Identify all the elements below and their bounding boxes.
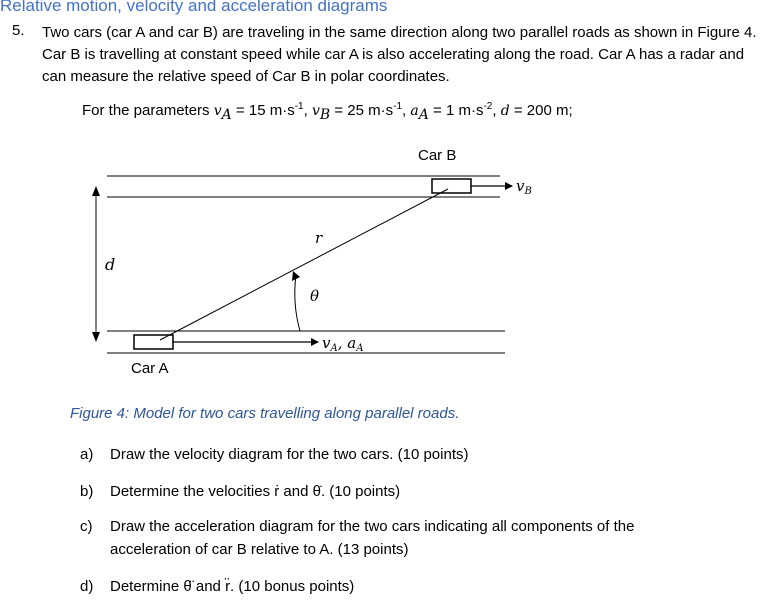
subquestion-b-label: b): [80, 483, 94, 500]
car-a-label: Car A: [131, 360, 169, 377]
subquestion-d-label: d): [80, 578, 94, 595]
parameters-line: For the parameters $v_A = 15$ $m\cdot s^{-1}$, $v_B = 25$ $m\cdot s^{-1}$, $a_A = 1$ $m\cdot s^{-2}$, d = 200 m;: [82, 101, 573, 123]
question-text: Two cars (car A and car B) are traveling in the same direction along two parallel roads as shown in Figure 4. Car B is travelling at constant speed while car A is also accelerating along the road. Car A has a radar and can measure the relative speed of Car B in polar coordinates.: [42, 24, 757, 85]
car-b-label: Car B: [418, 147, 457, 164]
subquestion-b: [80, 480, 710, 503]
figure-caption: Figure 4: Model for two cars travelling along parallel roads.: [70, 405, 460, 422]
params-prefix: For the parameters: [82, 102, 214, 119]
subquestion-d: [80, 575, 710, 598]
subquestion-a: [80, 443, 710, 466]
car-a: [134, 335, 173, 349]
velocity-accel-a-label: $v_A$, $a_A$: [322, 334, 364, 354]
subquestion-c-label: c): [80, 518, 93, 535]
subquestion-d-text: Determine θ̈ and r̈. (10 bonus points): [110, 578, 355, 595]
r-label: r: [315, 229, 323, 247]
distance-d-label: d: [105, 255, 116, 274]
theta-label: θ: [310, 287, 320, 305]
velocity-b-label: $v_B$: [516, 177, 532, 197]
question-number: 5.: [12, 22, 25, 39]
position-vector-r: [160, 189, 448, 340]
param-va: v: [213, 103, 222, 119]
param-d: d: [500, 103, 510, 119]
subquestion-b-text: Determine the velocities ṙ and θ̇. (10 points): [110, 483, 401, 500]
subquestion-a-label: a): [80, 446, 94, 463]
car-b: [432, 179, 471, 193]
section-heading: Relative motion, velocity and acceleration diagrams: [0, 0, 388, 15]
subquestion-a-text: Draw the velocity diagram for the two cars. (10 points): [110, 446, 469, 463]
param-aa: a: [410, 103, 419, 119]
subquestion-c-text: Draw the acceleration diagram for the two cars indicating all components of the acceleration of car B relative to A. (13 points): [110, 518, 635, 558]
param-vb: v: [311, 103, 320, 119]
theta-arc: [295, 275, 300, 331]
subquestion-c: [80, 515, 710, 561]
